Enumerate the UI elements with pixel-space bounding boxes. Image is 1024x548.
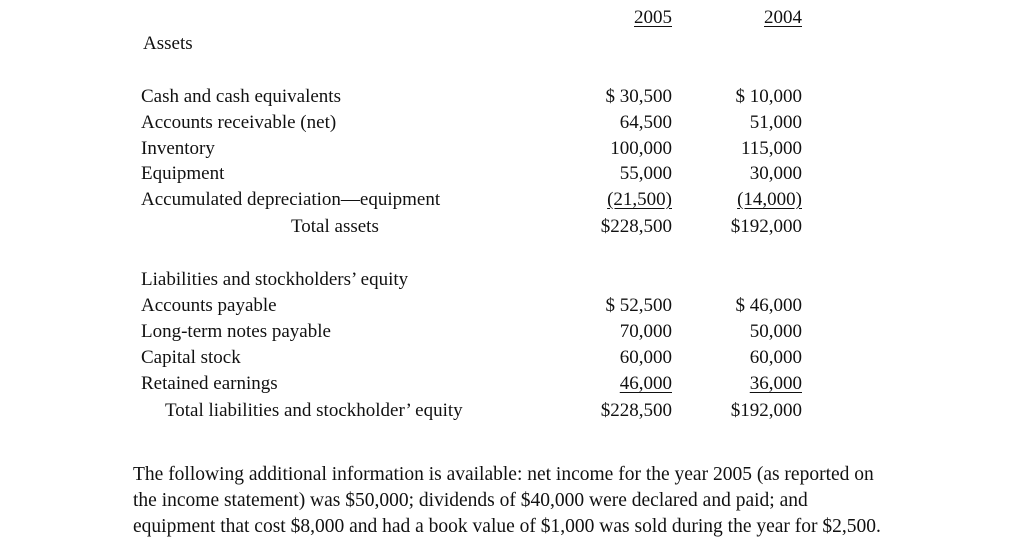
- total-liabilities-2005: $228,500: [600, 400, 672, 421]
- column-header-2005: 2005: [634, 7, 672, 28]
- liability-row-label: Capital stock: [141, 347, 241, 368]
- asset-row-value-2005: 55,000: [619, 163, 672, 184]
- liability-row-label: Long-term notes payable: [141, 321, 331, 342]
- assets-heading: Assets: [143, 33, 193, 54]
- additional-info-paragraph: [133, 462, 1003, 540]
- asset-row-value-2004: 30,000: [749, 163, 802, 184]
- asset-row-value-2004: 51,000: [749, 112, 802, 133]
- asset-row-label: Accumulated depreciation—equipment: [141, 189, 441, 210]
- liability-row-value-2005: 70,000: [619, 321, 672, 342]
- liability-row-value-2004: 36,000: [749, 373, 802, 394]
- liability-row-value-2005: 60,000: [619, 347, 672, 368]
- liability-row-label: Accounts payable: [141, 295, 277, 316]
- asset-row-value-2004: (14,000): [737, 189, 802, 210]
- asset-row-label: Cash and cash equivalents: [141, 86, 341, 107]
- total-assets-label: Total assets: [291, 216, 379, 237]
- asset-row-label: Accounts receivable (net): [141, 112, 337, 133]
- column-header-2004: 2004: [764, 7, 802, 28]
- asset-row-value-2004: $ 10,000: [735, 86, 802, 107]
- asset-row-value-2005: 64,500: [619, 112, 672, 133]
- liability-row-value-2004: $ 46,000: [735, 295, 802, 316]
- total-liabilities-label: Total liabilities and stockholder’ equity: [165, 400, 463, 421]
- total-assets-2004: $192,000: [730, 216, 802, 237]
- asset-row-value-2005: 100,000: [610, 138, 672, 159]
- additional-info-line: the income statement) was $50,000; dividends of $40,000 were declared and paid; and: [133, 490, 808, 511]
- liability-row-value-2005: $ 52,500: [605, 295, 672, 316]
- liabilities-heading: Liabilities and stockholders’ equity: [141, 269, 409, 290]
- asset-row-value-2004: 115,000: [740, 138, 802, 159]
- liability-row-value-2004: 60,000: [749, 347, 802, 368]
- additional-info-line: The following additional information is available: net income for the year 2005 (as reported on: [133, 464, 874, 485]
- liability-row-value-2005: 46,000: [619, 373, 672, 394]
- asset-row-value-2005: (21,500): [607, 189, 672, 210]
- asset-row-label: Equipment: [141, 163, 225, 184]
- additional-info-line: equipment that cost $8,000 and had a book value of $1,000 was sold during the year for $2,500.: [133, 516, 881, 537]
- total-liabilities-2004: $192,000: [730, 400, 802, 421]
- liability-row-value-2004: 50,000: [749, 321, 802, 342]
- total-assets-2005: $228,500: [600, 216, 672, 237]
- asset-row-label: Inventory: [141, 138, 215, 159]
- liability-row-label: Retained earnings: [141, 373, 278, 394]
- asset-row-value-2005: $ 30,500: [605, 86, 672, 107]
